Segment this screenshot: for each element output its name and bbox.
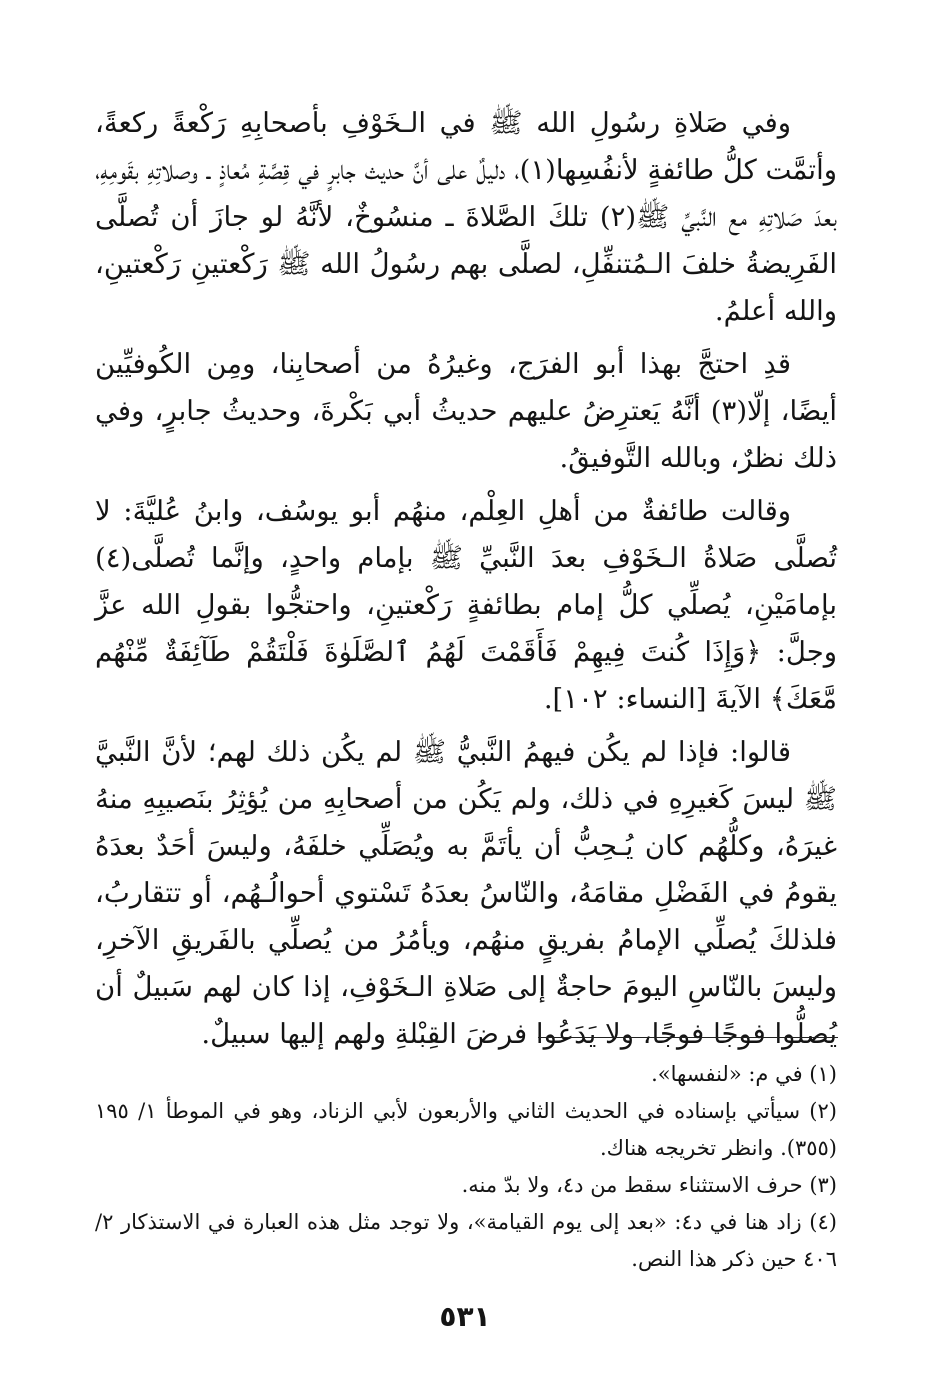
footnote-1: (١) في م: «لنفسها».: [651, 1062, 837, 1086]
paragraph-2: قدِ احتجَّ بهذا أبو الفرَج، وغيرُهُ من أصحابِنا، ومِن الكُوفيِّين أيضًا، إلّا(٣) أنَّهُ يَعترِضُ عليهم حديثُ أبي بَكْرةَ، وحديثُ جابرٍ، وفي ذلك نظرٌ، وبالله التَّوفيقُ.: [95, 348, 837, 474]
footnote-3: (٣) حرف الاستثناء سقط من د٤، ولا بدّ منه.: [461, 1173, 837, 1197]
main-text: [95, 100, 837, 1064]
footnote-2: (٢) سيأتي بإسناده في الحديث الثاني والأربعون لأبي الزناد، وهو في الموطأ ١/ ١٩٥ (٣٥٥). وانظر تخريجه هناك.: [95, 1099, 837, 1160]
paragraph-4: قالوا: فإذا لم يكُن فيهمُ النَّبيُّ ﷺ لم يكُن ذلك لهم؛ لأنَّ النَّبيَّ ﷺ ليسَ كَغيرِهِ في ذلك، ولم يَكُن من أصحابِهِ من يُؤثِرُ بنَصيبِهِ منهُ غيرَهُ، وكلُّهُم كان يُـحِبُّ أن يأتَمَّ به ويُصَلِّي خلفَهُ، وليسَ أحَدٌ بعدَهُ يقومُ في الفَضْلِ مقامَهُ، والنّاسُ بعدَهُ تَسْتوي أحوالُـهُم، أو تتقاربُ، فلذلكَ يُصلِّي الإمامُ بفريقٍ منهُم، ويأمُرُ من يُصلِّي بالفَريقِ الآخرِ، وليسَ بالنّاسِ اليومَ حاجةٌ إلى صَلاةِ الـخَوْفِ، إذا كان لهم سَبيلٌ أن يُصلُّوا فوجًا فوجًا، ولا يَدَعُوا فرضَ القِبْلةِ ولهم إليها سبيلٌ.: [95, 736, 837, 1050]
footnote-divider: [538, 1037, 838, 1038]
footnotes: [95, 1056, 837, 1278]
paragraph-3: وقالت طائفةٌ من أهلِ العِلْم، منهُم أبو يوسُف، وابنُ عُليَّةَ: لا تُصلَّى صَلاةُ الـخَوْفِ بعدَ النَّبيِّ ﷺ بإمام واحدٍ، وإنَّما تُصلَّى(٤) بإمامَيْنِ، يُصلِّي كلُّ إمام بطائفةٍ رَكْعتينِ، واحتجُّوا بقولِ الله عزَّ وجلَّ: ﴿وَإِذَا كُنتَ فِيهِمْ فَأَقَمْتَ لَهُمُ ٱلصَّلَوٰةَ فَلْتَقُمْ طَآئِفَةٌ مِّنْهُم مَّعَكَ﴾ الآيةَ [النساء: ١٠٢].: [95, 495, 837, 715]
page-number: ٥٣١: [439, 1300, 491, 1333]
footnote-4: (٤) زاد هنا في د٤: «بعد إلى يوم القيامة»، ولا توجد مثل هذه العبارة في الاستذكار ٢/ ٤٠٦ حين ذكر هذا النص.: [95, 1210, 837, 1271]
paragraph-1: وفي صَلاةِ رسُولِ الله ﷺ في الـخَوْفِ بأصحابِهِ رَكْعةً ركعةً، وأتمَّت كلُّ طائفةٍ لأنفُسِها(١)، دليلٌ على أنَّ حديث جابرٍ في قِصَّةِ مُعاذٍ ـ وصلاتِهِ بقَومِهِ، بعدَ صَلاتِهِ مع النَّبيِّ ﷺ(٢) تلكَ الصَّلاةَ ـ منسُوخٌ، لأنَّهُ لو جازَ أن تُصلَّى الفَرِيضةُ خلفَ الـمُتنفِّلِ، لصلَّى بهم رسُولُ الله ﷺ رَكْعتينِ رَكْعتينِ، والله أعلمُ.: [95, 107, 837, 327]
